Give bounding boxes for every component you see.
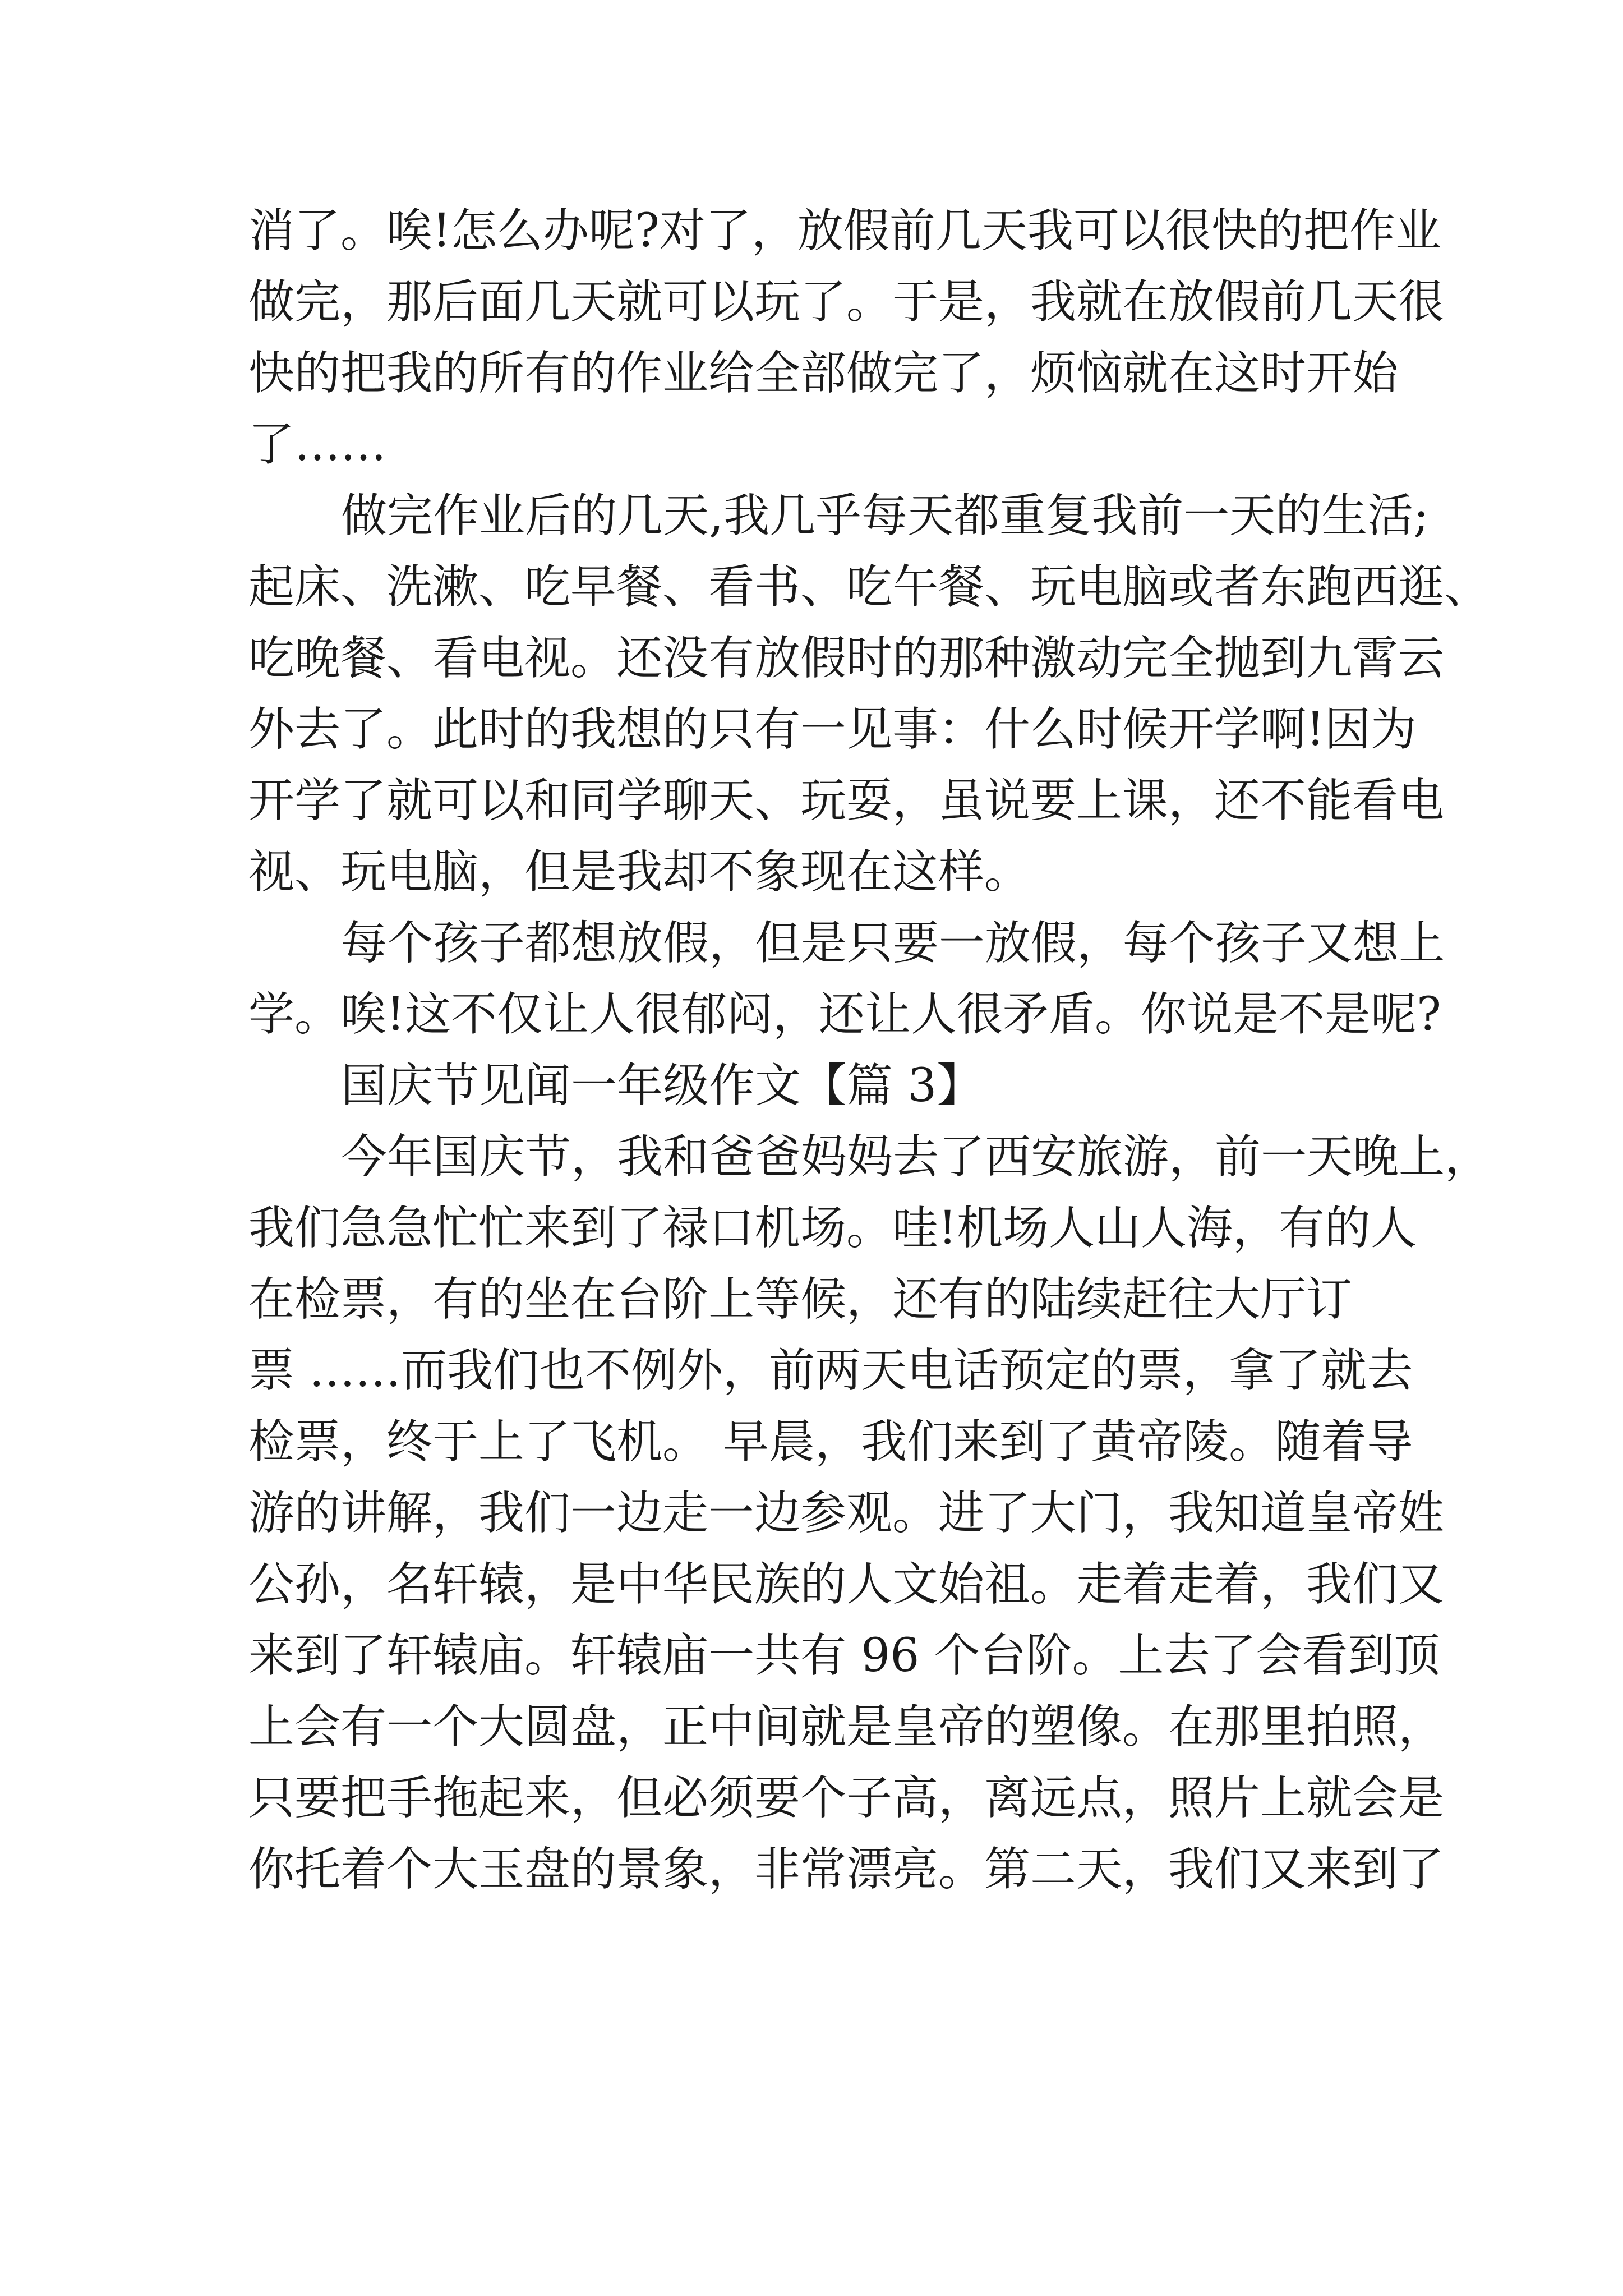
text-line: 吃晚餐、看电视。还没有放假时的那种激动完全抛到九霄云 [248, 632, 1445, 685]
paragraph-3 [248, 908, 1445, 1050]
text-line: 来到了轩辕庙。轩辕庙一共有 96 个台阶。上去了会看到顶 [248, 1629, 1440, 1682]
text-line: 视、玩电脑，但是我却不象现在这样。 [248, 845, 1031, 899]
text-line: 每个孩子都想放假，但是只要一放假，每个孩子又想上 [341, 917, 1445, 970]
text-line: 公孙，名轩辕，是中华民族的人文始祖。走着走着，我们又 [248, 1558, 1445, 1611]
text-line: 你托着个大玉盘的景象，非常漂亮。第二天，我们又来到了 [248, 1843, 1445, 1896]
paragraph-4 [248, 1121, 1491, 1905]
text-line: 游的讲解，我们一边走一边参观。进了大门，我知道皇帝姓 [248, 1487, 1445, 1540]
text-line: 上会有一个大圆盘，正中间就是皇帝的塑像。在那里拍照， [248, 1700, 1445, 1754]
document-body [248, 195, 1491, 1905]
text-line: 在检票，有的坐在台阶上等候，还有的陆续赶往大厅订 [248, 1273, 1353, 1326]
section-heading [248, 1050, 1393, 1121]
text-line: 只要把手拖起来，但必须要个子高，离远点，照片上就会是 [248, 1772, 1445, 1825]
text-line: 消了。唉!怎么办呢?对了，放假前几天我可以很快的把作业 [248, 204, 1441, 257]
text-line: 快的把我的所有的作业给全部做完了，烦恼就在这时开始 [248, 347, 1399, 400]
text-line: 外去了。此时的我想的只有一见事：什么时候开学啊!因为 [248, 703, 1417, 756]
heading-text: 国庆节见闻一年级作文【篇 3】 [341, 1059, 983, 1112]
text-line: 起床、洗漱、吃早餐、看书、吃午餐、玩电脑或者东跑西逛、 [248, 560, 1491, 614]
text-line: 我们急急忙忙来到了禄口机场。哇!机场人山人海，有的人 [248, 1202, 1417, 1255]
text-line: 做完，那后面几天就可以玩了。于是，我就在放假前几天很 [248, 275, 1445, 329]
text-line: 票 ……而我们也不例外，前两天电话预定的票，拿了就去 [248, 1344, 1413, 1397]
text-line: 检票，终于上了飞机。 早晨，我们来到了黄帝陵。随着导 [248, 1415, 1413, 1469]
paragraph-2 [248, 480, 1491, 908]
text-line: 今年国庆节，我和爸爸妈妈去了西安旅游，前一天晚上， [341, 1130, 1491, 1184]
text-line: 学。唉!这不仅让人很郁闷，还让人很矛盾。你说是不是呢? [248, 988, 1441, 1041]
paragraph-1 [248, 195, 1445, 480]
text-line: 开学了就可以和同学聊天、玩耍，虽说要上课，还不能看电 [248, 774, 1445, 827]
text-line: 做完作业后的几天,我几乎每天都重复我前一天的生活; [341, 489, 1429, 542]
text-line: 了…… [248, 418, 387, 471]
